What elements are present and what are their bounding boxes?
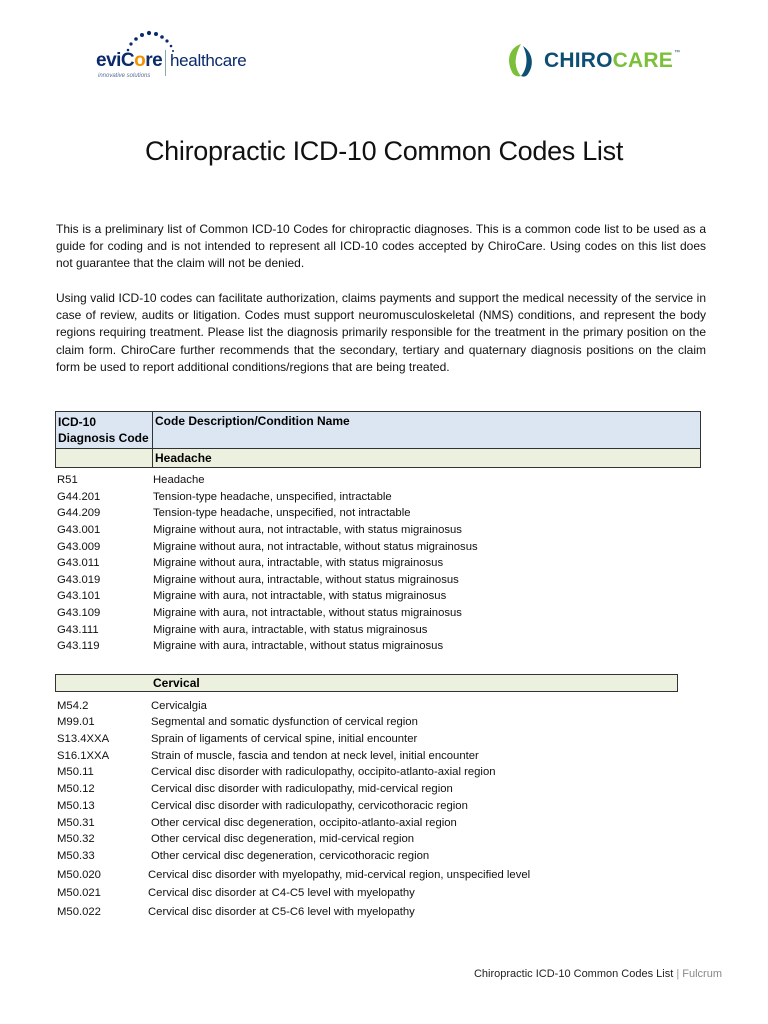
table-header-row — [56, 412, 701, 449]
table-row: M50.11 Cervical disc disorder with radiculopathy, occipito-atlanto-axial region — [57, 766, 496, 778]
table-row: M50.32 Other cervical disc degeneration, mid-cervical region — [57, 833, 415, 845]
trademark-symbol: ™ — [674, 50, 680, 56]
guidance-paragraph: Using valid ICD-10 codes can facilitate authorization, claims payments and support the medical necessity of the service in case of review, audits or litigation. Codes must support neuromusculoskeletal (NMS) conditions, and represent the body regions requiring treatment. Please list the diagnosis primarily responsible for the treatment in the primary position on the claim form. ChiroCare further recommends that the secondary, tertiary and quaternary diagnosis positions on the claim form be used to report additional conditions/regions that are being treated. — [56, 291, 706, 374]
evicore-tagline: innovative solutions — [98, 73, 151, 79]
table-row: M54.2 Cervicalgia — [57, 700, 207, 712]
table-row: G44.201 Tension-type headache, unspecified, intractable — [57, 491, 392, 503]
table-row: S16.1XXA Strain of muscle, fascia and tendon at neck level, initial encounter — [57, 750, 479, 762]
table-row: M50.31 Other cervical disc degeneration, occipito-atlanto-axial region — [57, 817, 457, 829]
section-header-headache — [56, 449, 701, 468]
table-row: G43.009 Migraine without aura, not intractable, without status migrainosus — [57, 541, 478, 553]
footer-document-title: Chiropractic ICD-10 Common Codes List — [473, 968, 674, 980]
table-row: G43.019 Migraine without aura, intractable, without status migrainosus — [57, 574, 459, 586]
codes-table-header — [55, 411, 701, 468]
intro-paragraph: This is a preliminary list of Common ICD-10 Codes for chiropractic diagnoses. This is a common code list to be used as a guide for coding and is not intended to represent all ICD-10 codes accepted by ChiroCare. Using codes on this list does not guarantee that the claim will not be denied. — [56, 222, 706, 271]
table-row: M50.13 Cervical disc disorder with radiculopathy, cervicothoracic region — [57, 800, 468, 812]
header-code-description: Code Description/Condition Name — [153, 412, 701, 449]
table-row: M50.33 Other cervical disc degeneration, cervicothoracic region — [57, 850, 430, 862]
table-row: R51 Headache — [57, 474, 205, 486]
table-row: S13.4XXA Sprain of ligaments of cervical spine, initial encounter — [57, 733, 418, 745]
table-row: M99.01 Segmental and somatic dysfunction of cervical region — [57, 716, 418, 728]
evicore-wordmark: eviCore — [96, 50, 163, 71]
header-icd10-diagnosis-code: ICD-10 Diagnosis Code — [56, 412, 153, 449]
table-row: G43.111 Migraine with aura, intractable, with status migrainosus — [57, 624, 428, 636]
table-row: M50.020 Cervical disc disorder with myelopathy, mid-cervical region, unspecified level — [57, 869, 531, 881]
footer-separator: | — [676, 968, 680, 980]
chirocare-wordmark: CHIROCARE — [544, 49, 673, 72]
table-row: G43.101 Migraine with aura, not intractable, with status migrainosus — [57, 590, 447, 602]
table-row: G43.109 Migraine with aura, not intractable, without status migrainosus — [57, 607, 462, 619]
table-row: M50.022 Cervical disc disorder at C5-C6 level with myelopathy — [57, 906, 415, 918]
logo-divider — [165, 50, 166, 76]
table-row: M50.021 Cervical disc disorder at C4-C5 level with myelopathy — [57, 887, 415, 899]
page-footer — [0, 968, 722, 980]
chirocare-leaf-icon — [504, 42, 538, 78]
page-title: Chiropractic ICD-10 Common Codes List — [144, 136, 624, 166]
evicore-product-name: healthcare — [170, 51, 247, 70]
section-title: Headache — [153, 449, 701, 468]
footer-brand: Fulcrum — [682, 968, 722, 980]
section-header-cervical — [55, 674, 678, 692]
table-row: G43.011 Migraine without aura, intractable, with status migrainosus — [57, 557, 444, 569]
table-row: M50.12 Cervical disc disorder with radiculopathy, mid-cervical region — [57, 783, 453, 795]
section-title: Cervical — [153, 676, 200, 690]
table-row: G43.119 Migraine with aura, intractable, without status migrainosus — [57, 640, 444, 652]
evicore-healthcare-logo — [96, 28, 256, 90]
table-row: G43.001 Migraine without aura, not intractable, with status migrainosus — [57, 524, 462, 536]
table-row: G44.209 Tension-type headache, unspecified, not intractable — [57, 507, 411, 519]
chirocare-logo — [504, 42, 694, 82]
